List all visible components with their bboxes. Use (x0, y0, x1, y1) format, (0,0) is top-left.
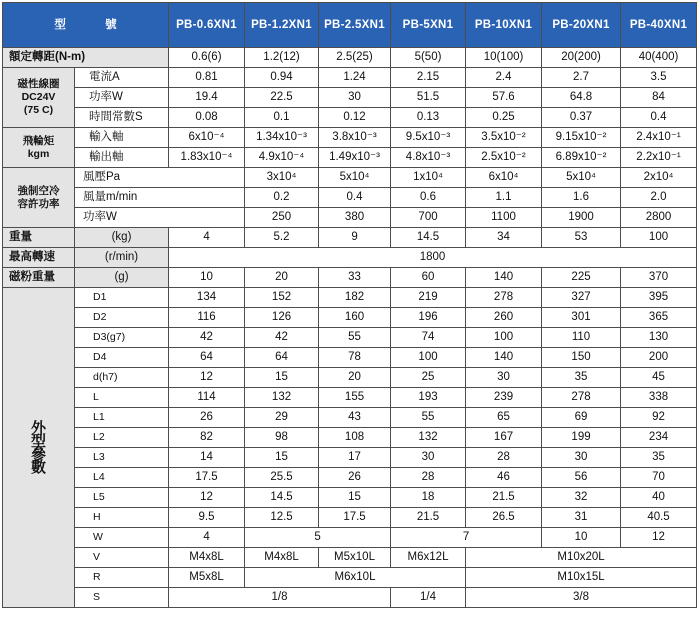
cell: 69 (542, 408, 621, 428)
cell: 9 (319, 228, 391, 248)
cell: 4 (169, 228, 245, 248)
cell: 32 (542, 488, 621, 508)
cell: 35 (621, 448, 697, 468)
dim-row-l4 (3, 468, 697, 488)
cell: 98 (245, 428, 319, 448)
cell: 10 (169, 268, 245, 288)
cell: 1900 (542, 208, 621, 228)
weight-unit: (kg) (75, 228, 169, 248)
cell: 1x10⁴ (391, 168, 466, 188)
dim-name: L (75, 388, 169, 408)
cell: 1/8 (169, 588, 391, 608)
cell: 35 (542, 368, 621, 388)
cell: 1/4 (391, 588, 466, 608)
dim-row-l3 (3, 448, 697, 468)
cell: 100 (621, 228, 697, 248)
dim-name: W (75, 528, 169, 548)
dim-name: L3 (75, 448, 169, 468)
cell: 134 (169, 288, 245, 308)
cell: 4 (169, 528, 245, 548)
cell: 55 (391, 408, 466, 428)
dim-row-l2 (3, 428, 697, 448)
cell: 42 (245, 328, 319, 348)
inertia-label-1: 飛輪矩 (22, 134, 55, 147)
cell: 20 (245, 268, 319, 288)
cell: 3.8x10⁻³ (319, 128, 391, 148)
dim-name: D2 (75, 308, 169, 328)
coil-label-2: DC24V (21, 91, 56, 103)
cell: 7 (391, 528, 542, 548)
cell: 5 (245, 528, 391, 548)
coil-group-label (3, 68, 75, 128)
rated-torque-label: 額定轉距(N-m) (3, 48, 169, 68)
cell: 152 (245, 288, 319, 308)
cell: 2.7 (542, 68, 621, 88)
rated-torque-row (3, 48, 697, 68)
cell: 1.1 (466, 188, 542, 208)
inertia-output-row (3, 148, 697, 168)
cell: 132 (391, 428, 466, 448)
cell: 40(400) (621, 48, 697, 68)
cell: 70 (621, 468, 697, 488)
cell: 150 (542, 348, 621, 368)
cell: M10x15L (466, 568, 697, 588)
cell: 370 (621, 268, 697, 288)
cell: 15 (245, 448, 319, 468)
max-speed-label: 最高轉速 (3, 248, 75, 268)
cell: 40.5 (621, 508, 697, 528)
dim-char-4: 數 (30, 458, 46, 476)
cooling-label-1: 強制空冷 (17, 184, 60, 197)
cell: 234 (621, 428, 697, 448)
coil-time-row (3, 108, 697, 128)
cell: 42 (169, 328, 245, 348)
cell: M4x8L (169, 548, 245, 568)
cell: 196 (391, 308, 466, 328)
dimensions-group-label (3, 288, 75, 608)
cell: 0.4 (319, 188, 391, 208)
cell: 30 (542, 448, 621, 468)
cell: M4x8L (245, 548, 319, 568)
model-6: PB-40XN1 (621, 3, 697, 48)
cell: 30 (391, 448, 466, 468)
coil-time-label: 時間常數S (75, 108, 169, 128)
dim-row-l1 (3, 408, 697, 428)
cell: 4.9x10⁻⁴ (245, 148, 319, 168)
cell: 14.5 (245, 488, 319, 508)
cell: 40 (621, 488, 697, 508)
dim-name: V (75, 548, 169, 568)
cell: 1.24 (319, 68, 391, 88)
cell: 30 (466, 368, 542, 388)
max-speed-value: 1800 (169, 248, 697, 268)
spec-table (2, 2, 697, 608)
cell: 2.5(25) (319, 48, 391, 68)
inertia-input-row (3, 128, 697, 148)
cell: 160 (319, 308, 391, 328)
cell: M6x10L (245, 568, 466, 588)
dim-row-d3 (3, 328, 697, 348)
cell: 225 (542, 268, 621, 288)
dim-name: S (75, 588, 169, 608)
cell: 31 (542, 508, 621, 528)
cell: 45 (621, 368, 697, 388)
inertia-output-label: 輸出軸 (75, 148, 169, 168)
cell: 43 (319, 408, 391, 428)
inertia-group-label (3, 128, 75, 168)
cell: 116 (169, 308, 245, 328)
cell: 12 (169, 488, 245, 508)
cell: 100 (391, 348, 466, 368)
cell: 22.5 (245, 88, 319, 108)
dim-row-d4 (3, 348, 697, 368)
dim-row-v (3, 548, 697, 568)
cell: 18 (391, 488, 466, 508)
cell: M5x8L (169, 568, 245, 588)
cell: 182 (319, 288, 391, 308)
cell: 26 (169, 408, 245, 428)
cell: 199 (542, 428, 621, 448)
cell: 0.94 (245, 68, 319, 88)
cell: 108 (319, 428, 391, 448)
cell: 114 (169, 388, 245, 408)
cooling-pressure-row (3, 168, 697, 188)
cell: 2.5x10⁻² (466, 148, 542, 168)
cell: 1.2(12) (245, 48, 319, 68)
cell: 2.2x10⁻¹ (621, 148, 697, 168)
dim-name: D1 (75, 288, 169, 308)
model-5: PB-20XN1 (542, 3, 621, 48)
powder-weight-unit: (g) (75, 268, 169, 288)
cell: 0.08 (169, 108, 245, 128)
cell: 17 (319, 448, 391, 468)
cell: 60 (391, 268, 466, 288)
cooling-power-row (3, 208, 697, 228)
cell: 28 (391, 468, 466, 488)
cell: 15 (319, 488, 391, 508)
cell: 64 (245, 348, 319, 368)
cell: 2.15 (391, 68, 466, 88)
dim-name: d(h7) (75, 368, 169, 388)
dim-row-d1 (3, 288, 697, 308)
cell: 34 (466, 228, 542, 248)
dim-row-l5 (3, 488, 697, 508)
cell: 2800 (621, 208, 697, 228)
cell: 167 (466, 428, 542, 448)
cell: 17.5 (319, 508, 391, 528)
cell: 140 (466, 268, 542, 288)
cell: 2x10⁴ (621, 168, 697, 188)
cooling-pressure-label: 風壓Pa (75, 168, 245, 188)
dim-row-r (3, 568, 697, 588)
dim-name: D4 (75, 348, 169, 368)
dim-char-3: 參 (30, 445, 46, 463)
cell: 301 (542, 308, 621, 328)
dim-row-l (3, 388, 697, 408)
cell: 64 (169, 348, 245, 368)
cooling-group-label (3, 168, 75, 228)
dim-name: L1 (75, 408, 169, 428)
cell: 10(100) (466, 48, 542, 68)
model-3: PB-5XN1 (391, 3, 466, 48)
cell: 0.25 (466, 108, 542, 128)
dim-name: R (75, 568, 169, 588)
cell: 53 (542, 228, 621, 248)
cell: 28 (466, 448, 542, 468)
cell: 250 (245, 208, 319, 228)
coil-current-row (3, 68, 697, 88)
cell: 1100 (466, 208, 542, 228)
cell: 25 (391, 368, 466, 388)
model-header: 型 號 (3, 3, 169, 48)
cell: 33 (319, 268, 391, 288)
cell: 46 (466, 468, 542, 488)
weight-row (3, 228, 697, 248)
cell: 21.5 (466, 488, 542, 508)
cell: 26.5 (466, 508, 542, 528)
cell: 9.15x10⁻² (542, 128, 621, 148)
cell: 6.89x10⁻² (542, 148, 621, 168)
cell: 20(200) (542, 48, 621, 68)
cell: 5x10⁴ (542, 168, 621, 188)
dim-row-d2 (3, 308, 697, 328)
cooling-label-2: 容許功率 (17, 197, 60, 210)
cell: 3/8 (466, 588, 697, 608)
max-speed-row (3, 248, 697, 268)
cell: 56 (542, 468, 621, 488)
cooling-flow-row (3, 188, 697, 208)
cell: 0.37 (542, 108, 621, 128)
cell: 74 (391, 328, 466, 348)
powder-weight-row (3, 268, 697, 288)
cell: 25.5 (245, 468, 319, 488)
dim-name: L2 (75, 428, 169, 448)
coil-power-row (3, 88, 697, 108)
cell: 0.6(6) (169, 48, 245, 68)
coil-label-3: (75 C) (23, 104, 54, 116)
cell: 0.4 (621, 108, 697, 128)
cell: 12.5 (245, 508, 319, 528)
dim-row-s (3, 588, 697, 608)
cell: 17.5 (169, 468, 245, 488)
dim-row-h (3, 508, 697, 528)
cell: 9.5x10⁻³ (391, 128, 466, 148)
cell: 15 (245, 368, 319, 388)
cell: 0.13 (391, 108, 466, 128)
cell: 3x10⁴ (245, 168, 319, 188)
cell: 130 (621, 328, 697, 348)
cell: 64.8 (542, 88, 621, 108)
cell: 219 (391, 288, 466, 308)
header-row (3, 3, 697, 48)
cell: 5.2 (245, 228, 319, 248)
cell: 51.5 (391, 88, 466, 108)
cell: 12 (621, 528, 697, 548)
powder-weight-label: 磁粉重量 (3, 268, 75, 288)
dim-name: L5 (75, 488, 169, 508)
cell: 140 (466, 348, 542, 368)
model-4: PB-10XN1 (466, 3, 542, 48)
cell: 5x10⁴ (319, 168, 391, 188)
cell: 14 (169, 448, 245, 468)
cell: 26 (319, 468, 391, 488)
cell: 14.5 (391, 228, 466, 248)
cell: 65 (466, 408, 542, 428)
cell: 380 (319, 208, 391, 228)
cell: 6x10⁻⁴ (169, 128, 245, 148)
cell: 365 (621, 308, 697, 328)
cell: 260 (466, 308, 542, 328)
cell: 0.2 (245, 188, 319, 208)
cell: 0.12 (319, 108, 391, 128)
cell: 20 (319, 368, 391, 388)
cell: 100 (466, 328, 542, 348)
spec-sheet (2, 2, 698, 608)
cell: 110 (542, 328, 621, 348)
inertia-label-2: kgm (27, 147, 50, 160)
cell: M10x20L (466, 548, 697, 568)
model-2: PB-2.5XN1 (319, 3, 391, 48)
cell: 338 (621, 388, 697, 408)
cell: 1.49x10⁻³ (319, 148, 391, 168)
dim-row-w (3, 528, 697, 548)
cell: 3.5 (621, 68, 697, 88)
coil-current-label: 電流A (75, 68, 169, 88)
cell: 19.4 (169, 88, 245, 108)
cell: 12 (169, 368, 245, 388)
coil-label-1: 磁性線圈 (17, 78, 60, 90)
dim-char-2: 型 (30, 432, 46, 450)
cell: 84 (621, 88, 697, 108)
model-0: PB-0.6XN1 (169, 3, 245, 48)
cell: 30 (319, 88, 391, 108)
cell: 92 (621, 408, 697, 428)
cell: 155 (319, 388, 391, 408)
cell: 21.5 (391, 508, 466, 528)
weight-label: 重量 (3, 228, 75, 248)
coil-power-label: 功率W (75, 88, 169, 108)
cell: M5x10L (319, 548, 391, 568)
cell: 9.5 (169, 508, 245, 528)
dim-name: D3(g7) (75, 328, 169, 348)
cell: 239 (466, 388, 542, 408)
max-speed-unit: (r/min) (75, 248, 169, 268)
cell: 6x10⁴ (466, 168, 542, 188)
cell: 395 (621, 288, 697, 308)
cooling-flow-label: 風量m/min (75, 188, 245, 208)
cell: 2.0 (621, 188, 697, 208)
cell: M6x12L (391, 548, 466, 568)
cell: 278 (542, 388, 621, 408)
cell: 0.1 (245, 108, 319, 128)
dim-char-1: 外 (30, 419, 46, 437)
dim-name: H (75, 508, 169, 528)
cell: 132 (245, 388, 319, 408)
cell: 193 (391, 388, 466, 408)
cooling-power-label: 功率W (75, 208, 245, 228)
cell: 700 (391, 208, 466, 228)
cell: 2.4 (466, 68, 542, 88)
cell: 3.5x10⁻² (466, 128, 542, 148)
cell: 4.8x10⁻³ (391, 148, 466, 168)
cell: 55 (319, 328, 391, 348)
cell: 126 (245, 308, 319, 328)
cell: 82 (169, 428, 245, 448)
cell: 327 (542, 288, 621, 308)
inertia-input-label: 輸入軸 (75, 128, 169, 148)
dim-name: L4 (75, 468, 169, 488)
cell: 10 (542, 528, 621, 548)
cell: 2.4x10⁻¹ (621, 128, 697, 148)
cell: 278 (466, 288, 542, 308)
cell: 1.34x10⁻³ (245, 128, 319, 148)
cell: 29 (245, 408, 319, 428)
dim-row-d (3, 368, 697, 388)
cell: 1.6 (542, 188, 621, 208)
cell: 1.83x10⁻⁴ (169, 148, 245, 168)
cell: 78 (319, 348, 391, 368)
cell: 5(50) (391, 48, 466, 68)
cell: 0.6 (391, 188, 466, 208)
cell: 57.6 (466, 88, 542, 108)
cell: 0.81 (169, 68, 245, 88)
cell: 200 (621, 348, 697, 368)
model-1: PB-1.2XN1 (245, 3, 319, 48)
